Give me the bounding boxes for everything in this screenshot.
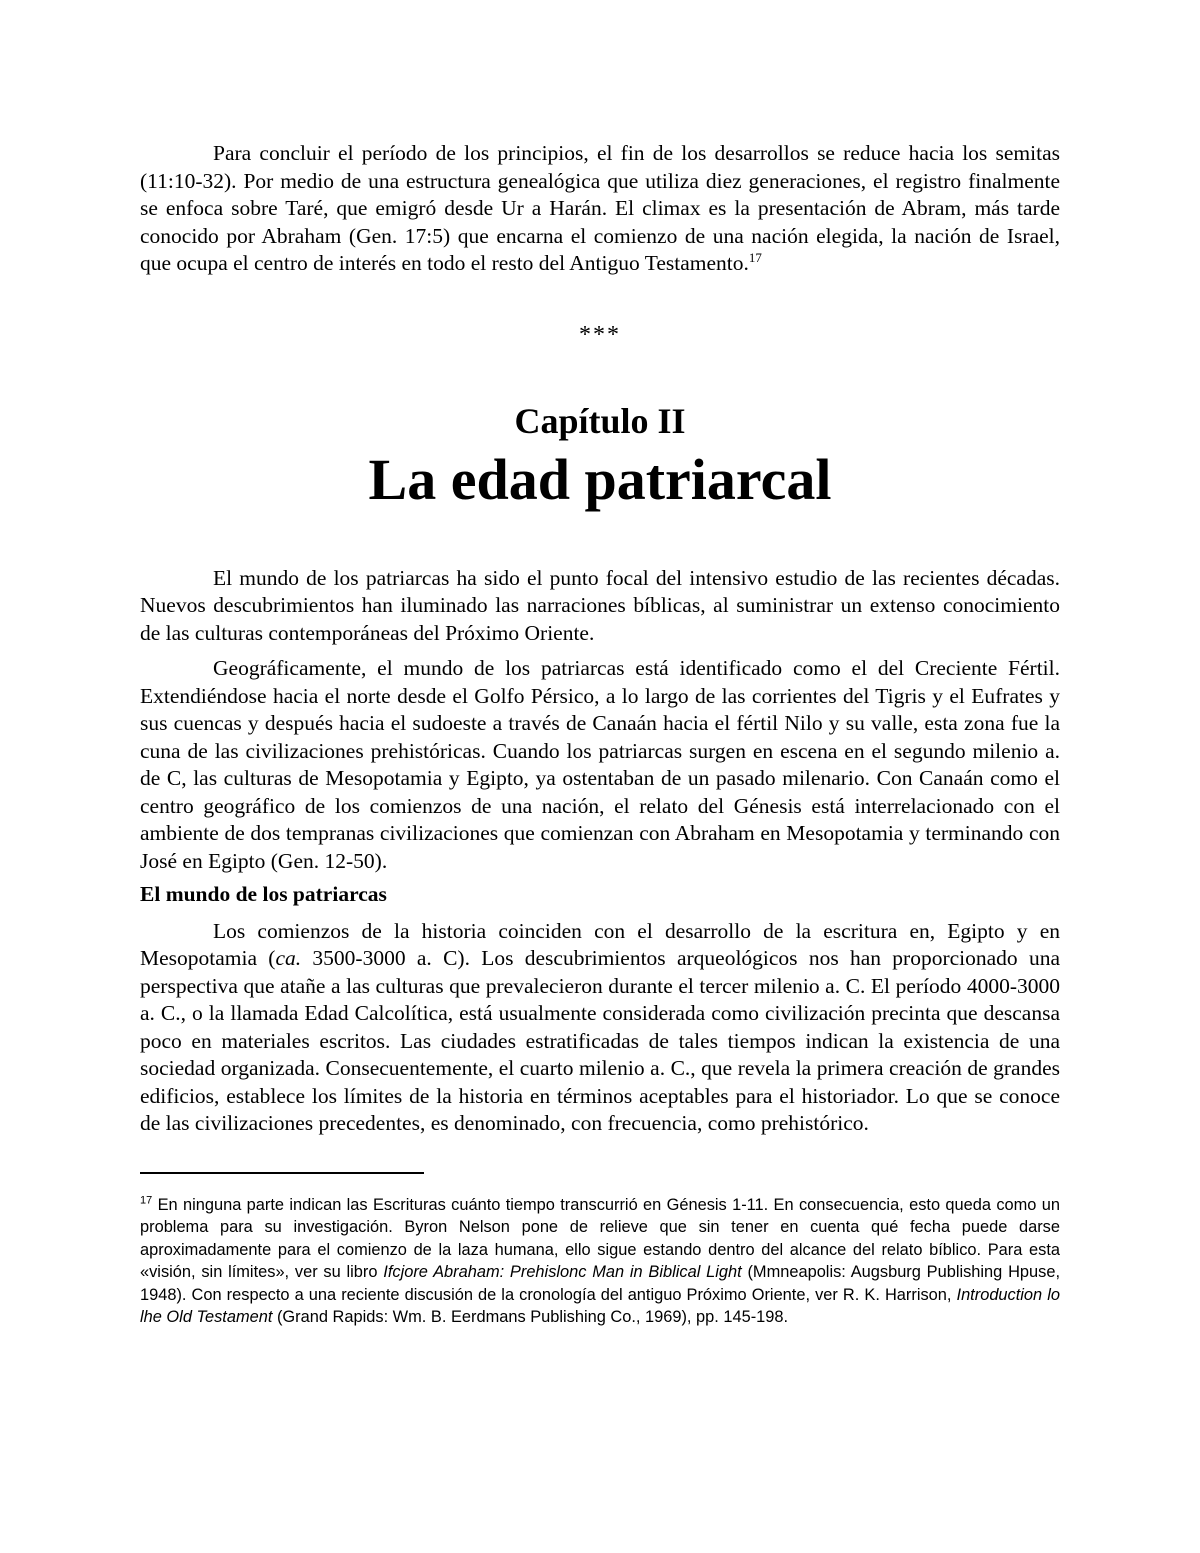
chapter-title: La edad patriarcal <box>368 446 832 512</box>
paragraph-patriarchal-world-intro: El mundo de los patriarcas ha sido el punto focal del intensivo estudio de las recientes décadas. Nuevos descubrimientos han iluminado las narraciones bíblicas, al suministrar un extenso conocimiento de las culturas contemporáneas del Próximo Oriente. <box>140 565 1060 645</box>
footnote-book-title-2: Introduction lo lhe Old Testament <box>140 1285 1060 1327</box>
section-separator: *** <box>579 321 621 348</box>
paragraph-history-beginnings <box>140 918 1060 1138</box>
footnote <box>140 1194 1060 1330</box>
history-text-part-1: Los comienzos de la historia coinciden con el desarrollo de la escritura en, Egipto y en Mesopotamia ( <box>140 918 1060 970</box>
paragraph-intro-text: Para concluir el período de los principios, el fin de los desarrollos se reduce hacia los semitas (11:10-32). Por medio de una estructura genealógica que utiliza diez generaciones, el registro finalmente se enfoca sobre Taré, que emigró desde Ur a Harán. El climax es la presentación de Abram, más tarde conocido por Abraham (Gen. 17:5) que encarna el comienzo de una nación elegida, la nación de Israel, que ocupa el centro de interés en todo el resto del Antiguo Testamento. <box>140 141 1060 275</box>
history-text-part-2: 3500-3000 a. C). Los descubrimientos arqueológicos nos han proporcionado una perspectiva que atañe a las culturas que prevalecieron durante el tercer milenio a. C. El período 4000-3000 a. C., o la llamada Edad Calcolítica, está usualmente considerada como civilización precinta que descansa poco en materiales escritos. Las ciudades estratificadas de tales tiempos indican la existencia de una sociedad organizada. Consecuentemente, el cuarto milenio a. C., que revela la primera creación de grandes edificios, establece los límites de la historia en términos aceptables para el historiador. Lo que se conoce de las civilizaciones precedentes, es denominado, con frecuencia, como prehistórico. <box>140 946 1060 1135</box>
document-page <box>140 140 1060 1329</box>
section-heading: El mundo de los patriarcas <box>140 882 387 906</box>
footnote-text-2: (Mmneapolis: Augsburg Publishing Hpuse, 1948). Con respecto a una reciente discusión de la cronología del antiguo Próximo Oriente, ver R. K. Harrison, <box>140 1263 1061 1304</box>
footnote-book-title-1: Ifcjore Abraham: Prehislonc Man in Biblical Light <box>383 1263 742 1282</box>
paragraph-intro-conclusion <box>140 140 1060 278</box>
footnote-text-3: (Grand Rapids: Wm. B. Eerdmans Publishing Co., 1969), pp. 145-198. <box>272 1308 789 1327</box>
chapter-label: Capítulo II <box>514 400 686 441</box>
footnote-text-1: En ninguna parte indican las Escrituras cuánto tiempo transcurrió en Génesis 1-11. En consecuencia, esto queda como un problema para su investigación. Byron Nelson pone de relieve que sin tener en cuenta qué fecha puede darse aproximadamente para el comienzo de la laza humana, ello sigue estando dentro del alcance del relato bíblico. Para esta «visión, sin límites», ver su libro <box>140 1195 1060 1282</box>
history-text-italic: ca. <box>275 946 302 970</box>
footnote-reference[interactable]: 17 <box>748 249 762 265</box>
paragraph-geography: Geográficamente, el mundo de los patriarcas está identificado como el del Creciente Fértil. Extendiéndose hacia el norte desde el Golfo Pérsico, a lo largo de las corrientes del Tigris y el Eufrates y sus cuencas y después hacia el sudoeste a través de Canaán hacia el fértil Nilo y su valle, esta zona fue la cuna de las civilizaciones prehistóricas. Cuando los patriarcas surgen en escena en el segundo milenio a. de C, las culturas de Mesopotamia y Egipto, ya ostentaban de un pasado milenario. Con Canaán como el centro geográfico de los comienzos de una nación, el relato del Génesis está interrelacionado con el ambiente de dos tempranas civilizaciones que comienzan con Abraham en Mesopotamia y terminando con José en Egipto (Gen. 12-50). <box>140 656 1060 873</box>
footnote-number: 17 <box>140 1194 153 1207</box>
footnote-divider <box>140 1172 424 1174</box>
